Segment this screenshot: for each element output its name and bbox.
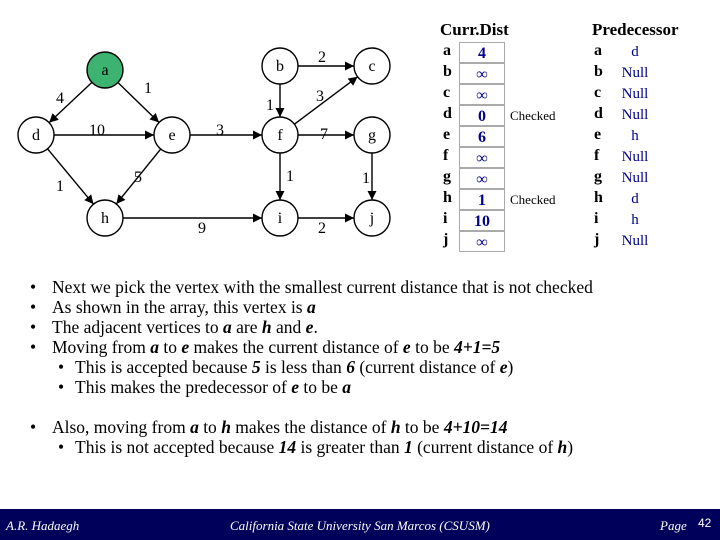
vertex-label-e: e (168, 127, 176, 144)
vertex-label-j: j (369, 210, 375, 227)
graph-diagram (0, 0, 400, 260)
predecessor-row-label: f (594, 147, 600, 164)
sub-bullet-item: • This is accepted because 5 is less than 6 (current distance of e) (58, 357, 514, 377)
predecessor-row-label: c (594, 84, 602, 101)
currdist-value: ∞ (459, 231, 505, 252)
currdist-row-label: f (443, 147, 449, 164)
vertices (18, 48, 390, 236)
currdist-value: ∞ (459, 63, 505, 84)
predecessor-row-label: e (594, 126, 602, 143)
edge-f-c (294, 77, 357, 124)
footer-page-label: Page (660, 518, 687, 533)
bullet-icon: • (30, 277, 37, 297)
predecessor-value: Null (621, 65, 649, 81)
bullet-item: • Next we pick the vertex with the smallest current distance that is not checked (30, 277, 593, 297)
bullet-icon: • (58, 437, 65, 457)
bullet-icon: • (58, 377, 65, 397)
vertex-label-g: g (368, 127, 376, 144)
vertex-label-f: f (277, 127, 283, 144)
predecessor-value: h (631, 212, 639, 228)
currdist-row-label: i (443, 210, 448, 227)
edge-weight-a-e: 1 (144, 80, 152, 97)
predecessor-header: Predecessor (592, 20, 679, 39)
currdist-row-label: e (443, 126, 451, 143)
edge-weight-d-h: 1 (56, 178, 64, 195)
bullet-icon: • (30, 317, 37, 337)
edge-weight-a-d: 4 (56, 90, 64, 107)
edge-weight-h-i: 9 (198, 220, 206, 237)
edge-weight-f-i: 1 (286, 168, 294, 185)
edge-a-e (118, 83, 159, 123)
currdist-value: ∞ (459, 147, 505, 168)
bullet-icon: • (58, 357, 65, 377)
currdist-value: 6 (459, 126, 505, 147)
bullet-item: • Also, moving from a to h makes the distance of h to be 4+10=14 (30, 417, 508, 437)
predecessor-row-label: h (594, 189, 603, 206)
currdist-row-label: h (443, 189, 452, 206)
currdist-row-label: j (443, 231, 449, 248)
sub-bullet-item: • This makes the predecessor of e to be a (58, 377, 352, 397)
predecessor-value: Null (621, 233, 649, 249)
edge-weight-b-c: 2 (318, 49, 326, 66)
currdist-row-label: a (443, 42, 451, 59)
sub-bullet-item: • This is not accepted because 14 is greater than 1 (current distance of h) (58, 437, 574, 457)
vertex-label-i: i (277, 210, 283, 227)
predecessor-row-label: a (594, 42, 602, 59)
checked-label: Checked (510, 192, 556, 207)
currdist-row-label: c (443, 84, 451, 101)
edge-weight-g-j: 1 (362, 170, 370, 187)
bullet-icon: • (30, 337, 37, 357)
currdist-value: ∞ (459, 84, 505, 105)
bullet-icon: • (30, 297, 37, 317)
predecessor-row-label: j (594, 231, 600, 248)
footer-page-number: 42 (698, 516, 712, 530)
vertex-label-a: a (101, 62, 109, 79)
bullet-item: • The adjacent vertices to a are h and e. (30, 317, 318, 337)
vertex-label-b: b (276, 58, 284, 75)
predecessor-value: d (631, 44, 639, 60)
edge-weight-d-e: 10 (89, 122, 105, 139)
vertex-label-d: d (32, 127, 40, 144)
edge-weight-e-f: 3 (216, 122, 224, 139)
currdist-value: 10 (459, 210, 505, 231)
footer-university: California State University San Marcos (CSUSM) (230, 518, 490, 533)
predecessor-value: d (631, 191, 639, 207)
footer-author: A.R. Hadaegh (6, 518, 80, 533)
predecessor-value: Null (621, 149, 649, 165)
footer-bar (0, 509, 720, 540)
predecessor-row-label: d (594, 105, 603, 122)
predecessor-row-label: b (594, 63, 603, 80)
edge-weight-b-f: 1 (266, 97, 274, 114)
vertex-label-h: h (101, 210, 109, 227)
bullet-item: • As shown in the array, this vertex is a (30, 297, 316, 317)
predecessor-value: Null (621, 107, 649, 123)
currdist-value: 4 (459, 42, 505, 63)
currdist-row-label: g (443, 168, 451, 185)
currdist-row-label: d (443, 105, 452, 122)
currdist-value: ∞ (459, 168, 505, 189)
currdist-header: Curr.Dist (440, 20, 509, 39)
predecessor-value: h (631, 128, 639, 144)
predecessor-row-label: g (594, 168, 602, 185)
currdist-row-label: b (443, 63, 452, 80)
edge-weight-f-g: 7 (320, 126, 328, 143)
currdist-value: 1 (459, 189, 505, 210)
currdist-value: 0 (459, 105, 505, 126)
checked-label: Checked (510, 108, 556, 123)
predecessor-row-label: i (594, 210, 599, 227)
edge-weight-f-c: 3 (316, 88, 324, 105)
edge-weight-e-h: 5 (134, 169, 142, 186)
bullet-item: • Moving from a to e makes the current distance of e to be 4+1=5 (30, 337, 501, 357)
edge-weight-i-j: 2 (318, 220, 326, 237)
bullet-icon: • (30, 417, 37, 437)
edge-d-h (48, 149, 94, 204)
explanation-bullets (30, 277, 710, 457)
predecessor-value: Null (621, 86, 649, 102)
predecessor-value: Null (621, 170, 649, 186)
vertex-label-c: c (368, 58, 376, 75)
